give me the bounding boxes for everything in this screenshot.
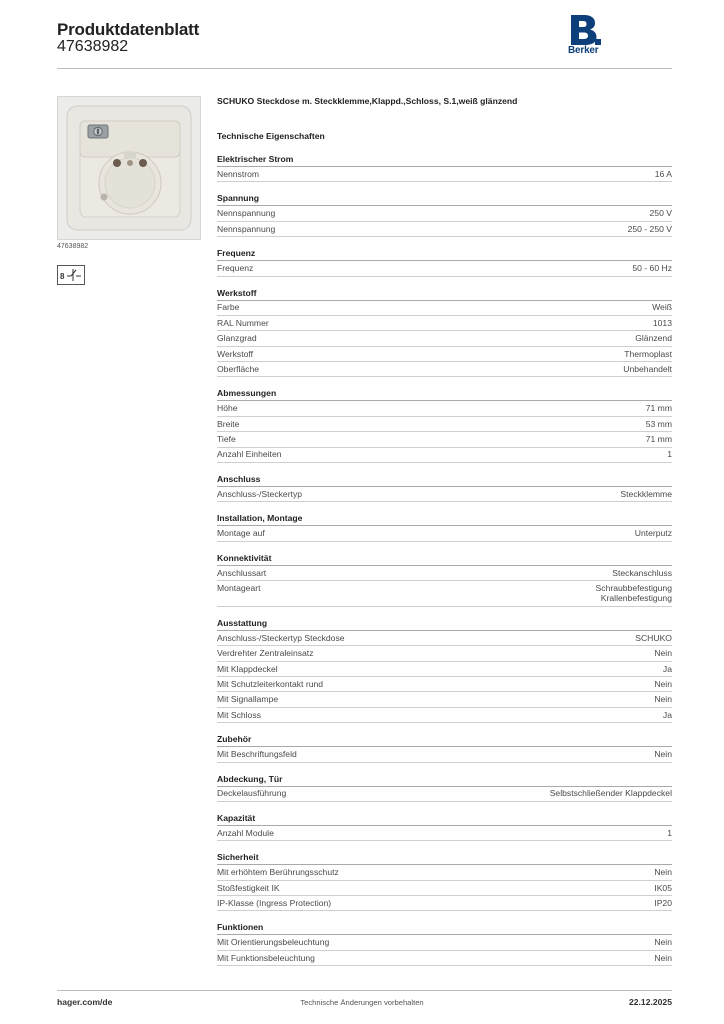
spec-value-line: Nein <box>654 694 672 705</box>
spec-value-line: Nein <box>654 648 672 659</box>
spec-value-line: Nein <box>654 952 672 963</box>
spec-value-line: SCHUKO <box>635 632 672 643</box>
spec-group-heading: Abdeckung, Tür <box>217 774 672 787</box>
spec-label: Höhe <box>217 403 238 414</box>
spec-group <box>217 618 672 723</box>
spec-label: Werkstoff <box>217 348 253 359</box>
spec-row <box>217 331 672 346</box>
product-image <box>57 96 201 240</box>
spec-value-line: 1 <box>667 827 672 838</box>
spec-group-heading: Elektrischer Strom <box>217 154 672 167</box>
spec-group-heading: Spannung <box>217 193 672 206</box>
article-number: 47638982 <box>57 38 129 55</box>
spec-group <box>217 813 672 841</box>
spec-value <box>646 419 672 430</box>
spec-group-heading: Ausstattung <box>217 618 672 631</box>
spec-group-heading: Funktionen <box>217 922 672 935</box>
spec-value <box>654 937 672 948</box>
spec-label: Mit erhöhtem Berührungsschutz <box>217 867 339 878</box>
spec-row <box>217 362 672 377</box>
spec-row <box>217 662 672 677</box>
spec-value <box>667 449 672 460</box>
spec-label: Mit Orientierungsbeleuchtung <box>217 937 330 948</box>
spec-value-line: Unterputz <box>634 528 672 539</box>
spec-group <box>217 154 672 182</box>
spec-row <box>217 566 672 581</box>
spec-value <box>663 664 672 675</box>
spec-group <box>217 922 672 966</box>
spec-value <box>612 568 672 579</box>
lock-key-symbol-icon <box>57 265 85 285</box>
spec-value <box>654 694 672 705</box>
spec-label: Anzahl Module <box>217 827 274 838</box>
spec-label: Oberfläche <box>217 363 260 374</box>
product-title: SCHUKO Steckdose m. Steckklemme,Klappd.,Schloss, S.1,weiß glänzend <box>217 96 518 106</box>
spec-value-line: Weiß <box>652 302 672 313</box>
spec-label: Mit Funktionsbeleuchtung <box>217 952 315 963</box>
header-divider <box>57 68 672 69</box>
spec-row <box>217 301 672 316</box>
spec-value <box>635 633 672 644</box>
spec-value-line: Krallenbefestigung <box>600 593 672 604</box>
spec-value-line: Steckklemme <box>620 488 672 499</box>
brand-wordmark: Berker <box>568 45 599 56</box>
image-caption: 47638982 <box>57 243 89 250</box>
specification-content <box>217 95 672 977</box>
spec-row <box>217 316 672 331</box>
spec-row <box>217 526 672 541</box>
spec-value-line: Selbstschließender Klappdeckel <box>549 788 672 799</box>
spec-value-line: 250 - 250 V <box>627 223 672 234</box>
spec-label: Mit Schutzleiterkontakt rund <box>217 678 324 689</box>
spec-label: Nennstrom <box>217 168 260 179</box>
spec-row <box>217 581 672 607</box>
berker-logo <box>568 14 604 58</box>
spec-value <box>620 489 672 500</box>
spec-label: Montage auf <box>217 528 265 539</box>
spec-group-heading: Werkstoff <box>217 288 672 301</box>
spec-value-line: IP20 <box>654 897 672 908</box>
spec-value <box>623 364 672 375</box>
spec-row <box>217 646 672 661</box>
spec-row <box>217 222 672 237</box>
spec-label: Farbe <box>217 302 240 313</box>
spec-value <box>635 333 672 344</box>
spec-group-heading: Konnektivität <box>217 553 672 566</box>
spec-value-line: Nein <box>654 937 672 948</box>
spec-row <box>217 951 672 966</box>
spec-value-line: IK05 <box>654 882 672 893</box>
spec-label: Mit Schloss <box>217 709 261 720</box>
spec-row <box>217 417 672 432</box>
spec-value-line: 71 mm <box>645 434 672 445</box>
spec-value <box>653 318 672 329</box>
spec-value <box>654 898 672 909</box>
spec-value <box>654 749 672 760</box>
spec-label: Mit Klappdeckel <box>217 663 278 674</box>
spec-value <box>628 224 672 235</box>
spec-value <box>624 349 672 360</box>
spec-label: Anschluss-/Steckertyp <box>217 488 303 499</box>
spec-label: Nennspannung <box>217 223 276 234</box>
spec-value <box>650 208 672 219</box>
spec-value-line: Schraubbefestigung <box>595 582 672 593</box>
spec-label: Nennspannung <box>217 208 276 219</box>
spec-row <box>217 935 672 950</box>
spec-value-line: 71 mm <box>645 403 672 414</box>
spec-label: Mit Signallampe <box>217 694 279 705</box>
spec-group <box>217 513 672 541</box>
footer-date: 22.12.2025 <box>628 997 672 1007</box>
spec-value <box>652 302 672 313</box>
spec-value-line: Ja <box>662 709 672 720</box>
footer-note: Technische Änderungen vorbehalten <box>300 998 424 1007</box>
spec-label: Mit Beschriftungsfeld <box>217 749 297 760</box>
spec-value <box>654 648 672 659</box>
spec-value <box>635 528 672 539</box>
spec-value-line: 53 mm <box>645 418 672 429</box>
spec-row <box>217 487 672 502</box>
spec-value-line: 1013 <box>652 317 672 328</box>
spec-row <box>217 881 672 896</box>
spec-group-heading: Zubehör <box>217 734 672 747</box>
spec-value <box>550 788 672 799</box>
spec-row <box>217 747 672 762</box>
spec-group <box>217 388 672 463</box>
spec-group <box>217 288 672 378</box>
footer-divider <box>57 990 672 991</box>
spec-value <box>646 403 672 414</box>
spec-group-heading: Sicherheit <box>217 852 672 865</box>
spec-group <box>217 553 672 607</box>
spec-value-line: Unbehandelt <box>623 363 672 374</box>
spec-row <box>217 448 672 463</box>
spec-label: Breite <box>217 418 240 429</box>
spec-value-line: 250 V <box>649 208 672 219</box>
spec-value <box>667 828 672 839</box>
spec-value-line: Nein <box>654 678 672 689</box>
spec-label: IP-Klasse (Ingress Protection) <box>217 897 332 908</box>
spec-group-heading: Kapazität <box>217 813 672 826</box>
spec-value-line: 1 <box>667 449 672 460</box>
spec-row <box>217 261 672 276</box>
spec-row <box>217 631 672 646</box>
socket-with-hinged-lid-image <box>58 97 200 239</box>
spec-value <box>654 953 672 964</box>
spec-label: Montageart <box>217 582 261 593</box>
spec-value-line: Ja <box>662 663 672 674</box>
spec-label: Deckelausführung <box>217 788 287 799</box>
spec-row <box>217 401 672 416</box>
spec-group-heading: Anschluss <box>217 474 672 487</box>
spec-group <box>217 734 672 762</box>
spec-value-line: Thermoplast <box>624 348 672 359</box>
spec-label: Tiefe <box>217 434 236 445</box>
svg-text:8: 8 <box>60 272 65 281</box>
spec-value-line: 50 - 60 Hz <box>632 263 672 274</box>
spec-value-line: 16 A <box>654 168 672 179</box>
spec-group-heading: Installation, Montage <box>217 513 672 526</box>
spec-value-line: Steckanschluss <box>612 567 672 578</box>
spec-row <box>217 708 672 723</box>
spec-row <box>217 865 672 880</box>
spec-label: Frequenz <box>217 263 254 274</box>
spec-value-line: Nein <box>654 749 672 760</box>
spec-value <box>663 710 672 721</box>
berker-logo-icon <box>569 14 601 46</box>
spec-row <box>217 206 672 221</box>
spec-row <box>217 677 672 692</box>
spec-row <box>217 432 672 447</box>
footer-website: hager.com/de <box>57 997 113 1007</box>
spec-row <box>217 692 672 707</box>
spec-value <box>596 583 672 604</box>
spec-group-heading: Abmessungen <box>217 388 672 401</box>
spec-group <box>217 248 672 276</box>
spec-groups <box>217 154 672 966</box>
spec-group <box>217 852 672 911</box>
spec-row <box>217 347 672 362</box>
section-heading-technical: Technische Eigenschaften <box>217 131 325 141</box>
spec-group <box>217 474 672 502</box>
spec-value <box>654 679 672 690</box>
spec-group <box>217 774 672 802</box>
spec-row <box>217 896 672 911</box>
spec-value <box>654 883 672 894</box>
spec-row <box>217 787 672 802</box>
spec-row <box>217 167 672 182</box>
spec-value <box>654 867 672 878</box>
spec-row <box>217 826 672 841</box>
spec-label: RAL Nummer <box>217 317 269 328</box>
spec-label: Stoßfestigkeit IK <box>217 882 280 893</box>
spec-value-line: Glänzend <box>635 333 672 344</box>
document-title: Produktdatenblatt <box>57 20 200 39</box>
spec-label: Verdrehter Zentraleinsatz <box>217 648 314 659</box>
spec-group-heading: Frequenz <box>217 248 672 261</box>
spec-label: Anzahl Einheiten <box>217 449 282 460</box>
spec-value <box>655 169 672 180</box>
spec-value <box>646 434 672 445</box>
spec-label: Glanzgrad <box>217 333 257 344</box>
spec-group <box>217 193 672 237</box>
spec-value <box>632 263 672 274</box>
spec-label: Anschlussart <box>217 567 267 578</box>
spec-label: Anschluss-/Steckertyp Steckdose <box>217 632 345 643</box>
spec-value-line: Nein <box>654 867 672 878</box>
